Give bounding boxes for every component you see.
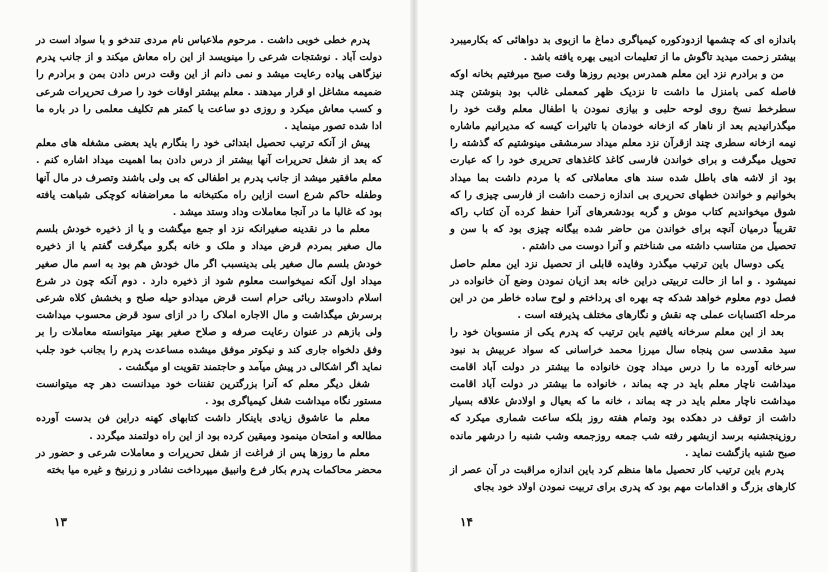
paragraph: من و برادرم نزد این معلم همدرس بودیم روزها وقت صبح میرفتیم بخانه اوکه فاصله کمی بامنزل ما داشت تا نزدیک ظهر کمعملی غالب بود بنوشتن چند سطرخط نسخ روی لوحه حلبی و بیازی نمودن با اطفال معلم وقت خود را میگذرانیدیم بعد از ناهار که ازخانه خودمان با تاثیرات کیسه که مدیرانیم ماشاره نیمه ازخانه سطری چند ازقرآن نزد معلم میداد سرمشقی مینوشتیم که گذشته را تحویل میگرفت و برای خواندن فارسی کاغذ کاغذهای تحریری خود را که عبارت بود از لاشه های باطل شده سند های معاملاتی که با مردم داشت بما میداد بخوانیم و خواندن خطهای تحریری بی اندازه زحمت داشت از فارسی چیزی را که شوق میخواندیم کتاب موش و گربه بودشعرهای آنرا حفظ کرده آن کتاب راکه تقریباً درمیان آنچه برای خواندن من حاضر شده بیگانه چیزی بود که با سن و تحصیل من متناسب داشته می شناختم و آنرا دوست می داشتم .: [450, 68, 796, 253]
page-number: ۱۴: [460, 515, 473, 529]
paragraph: باندازه ای که چشمها ازدودکوره کیمیاگری دماغ ما ازبوی بد دواهائی که بکارمیبرد بیشتر زحمت میدید تاگوش ما از تعلیمات ادیبی بهره یافته باشد .: [450, 34, 796, 64]
paragraph: پدرم باین ترتیب کار تحصیل ماها منظم کرد باین اندازه مراقبت در آن عصر از کارهای بزرگ و اقدامات مهم بود که پدری برای تربیت نمودن اولاد خود بجای: [450, 464, 796, 494]
paragraph: پیش از آنکه ترتیب تحصیل ابتدائی خود را بنگارم باید بعضی مشغله های معلم که بعد از شغل تحریرات آنها بیشتر از درس دادن بما اهمیت میداد اشاره کنم . معلم مافقیر میشد از جانب پدرم بر اطفالی که بی ولی باشند وتصرف در مال آنها وطفله حاکم شرع است ازاین راه مکتبخانه ما معراضفانه کوچکی شباهت یافته بود که غالبا ما در آنجا معاملات وداد وستد میشد .: [36, 137, 382, 219]
left-page-body: [36, 32, 382, 479]
paragraph: معلم ما روزها پس از فراغت از شغل تحریرات و معاملات شرعی و حضور در محضر محاکمات پدرم بکار فرع وانبیق میپرداخت نشادر و زرنیخ و غیره میا بخته: [36, 446, 382, 477]
paragraph: شغل دیگر معلم که آنرا بزرگترین تفننات خود میدانست دهر چه میتوانست مستور نگاه میداشت شغل کیمیاگری بود .: [36, 378, 382, 408]
page-number: ۱۳: [54, 515, 67, 529]
paragraph: بعد از این معلم سرخانه یافتیم باین ترتیب که پدرم یکی از منسوبان خود را سید مقدسی سن پنجاه سال میرزا محمد خراسانی که سواد عربیش بد نبود سرخانه آورده ما را درس میداد چون خانواده ما بیشتر در دولت آباد اقامت میداشت ناچار معلم باید در چه بماند ، خانواده ما بیشتر در دولت آباد اقامت میداشت ناچار معلم باید در چه بماند ، خانه ما که بعیال و اولادش علاقه بسیار داشت از توقف در دهکده بود وتمام هفته روز بلکه ساعت شماری میکرد که روزپنجشنبه برسد ازبشهر رفته شب جمعه روزجمعه وشب شنبه را درشهر مانده صبح شنبه بازگشت نماید .: [450, 326, 796, 459]
paragraph: معلم ما عاشوق زیادی باینکار داشت کتابهای کهنه دراین فن بدست آورده مطالعه و امتحان مینمود ومیقین کرده بود از این راه دولتمند میگردد .: [36, 412, 382, 442]
paragraph: معلم ما در نقدینه صغیرانکه نزد او جمع میگشت و یا از ذخیره خودش بلسم مال صغیر بمردم قرض میداد و ملک و خانه بگرو میگرفت گفتم یا از ذخیره خودش بلسم مال صغیر بلی بدینسبب اگر مال خودش هم بود به اسم مال صغیر میداد اول آنکه نمیخواست معلوم شود از ذخیره دارد . دوم آنکه چون در شرع اسلام دادوستد ربائی حرام است قرض میدادو حیله صلح و بخشش کلاه شرعی برسرش میگذاشت و مال الاجاره املاک را در ازای سود قرض محسوب میداشت ولی بازهم در عنوان رعایت صرفه و صلاح صغیر بهتر میتوانسته معاملات را بر وفق دلخواه جاری کند و نیکوتر موفق میشده مساعدت پدرم را بجانب خود جلب نماید اگر اشکالی در پیش میآمد و حاجتمند تقویت او میگشت .: [36, 223, 382, 373]
right-page: [414, 0, 828, 572]
right-page-body: [450, 32, 796, 496]
book-gutter: [410, 0, 418, 572]
paragraph: پدرم خطی خوبی داشت . مرحوم ملاعباس نام مردی تندخو و با سواد است در دولت آباد . نوشتجات شرعی را مینویسد از این راه معاش میکند و از جانب پدرم نیزگاهی پیاده رعایت میشد و نمی دانم از این وقت درس دادن بمن و برادرم را ضمیمه مشاغل او قرار میدهند . معلم بیشتر اوقات خود را صرف تحریرات شرعی و کسب معاش میکرد و روزی دو ساعت یا کمتر هم تکلیف معلمی را در باره ما ادا شده تصور مینماید .: [36, 34, 382, 133]
paragraph: یکی دوسال باین ترتیب میگذرد وفایده قابلی از تحصیل نزد این معلم حاصل نمیشود . و اما از حالت تربیتی دراین خانه بعد ازیان نمودن وضع آن خانواده در فصل دوم معلوم خواهد شدکه چه بهره ای پرداختم و لوح ساده خاطر من در این مرحله اکتسابات عملی چه نقش و نگارهای مختلف پذیرفته است .: [450, 257, 796, 322]
